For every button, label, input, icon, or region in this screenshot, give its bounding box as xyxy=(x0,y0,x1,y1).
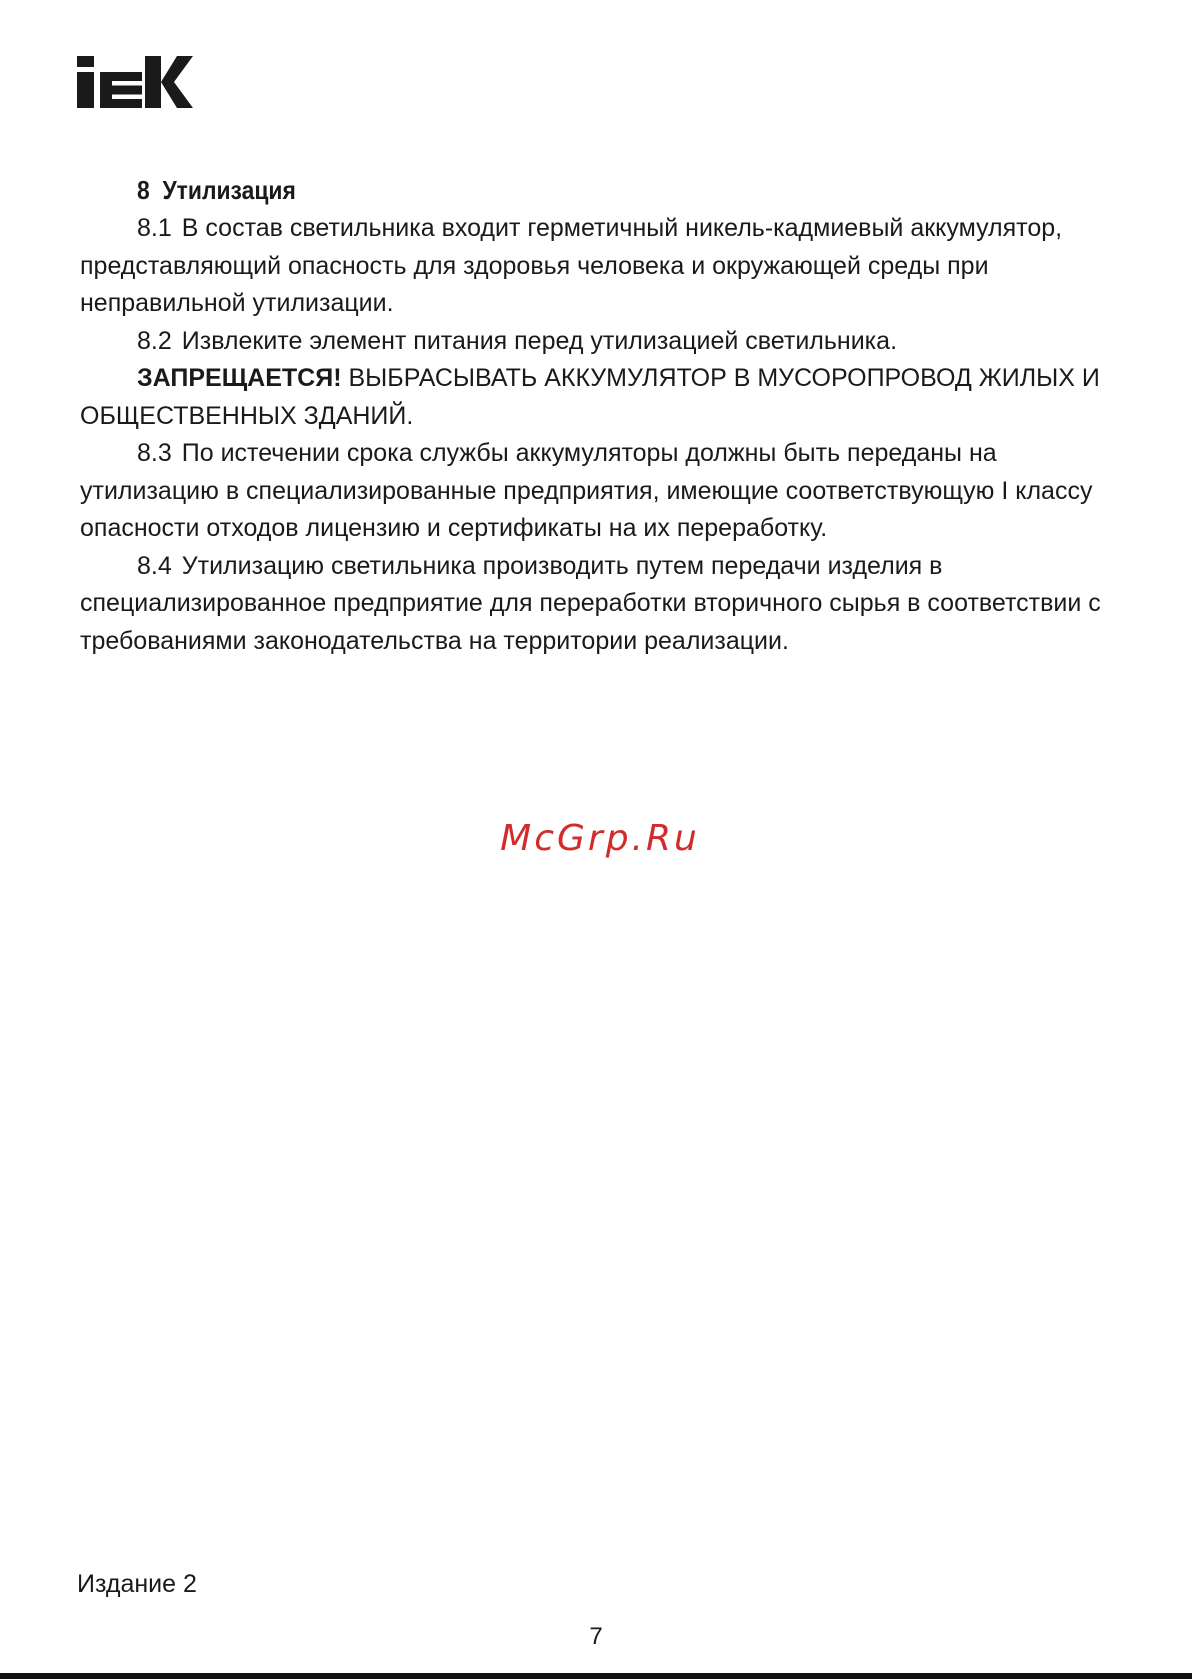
paragraph-number: 8.2 xyxy=(137,326,172,355)
page-number: 7 xyxy=(589,1623,603,1650)
section-title: Утилизация xyxy=(162,175,296,205)
edition-label: Издание 2 xyxy=(77,1570,197,1598)
paragraph-text: Извлеките элемент питания перед утилизацией светильника. xyxy=(181,326,898,355)
warning-label: ЗАПРЕЩАЕТСЯ! xyxy=(137,364,342,392)
warning-text: ВЫБРАСЫВАТЬ АККУМУЛЯТОР В МУСОРОПРОВОД ЖИЛЫХ И ОБЩЕСТВЕННЫХ ЗДАНИЙ. xyxy=(80,364,1100,430)
paragraph-text: Утилизацию светильника производить путем передачи изделия в специализированное предприятие для переработки вторичного сырья в соответствии с требованиями законодательства на территории реализации. xyxy=(80,551,1101,655)
watermark: McGrp.Ru xyxy=(500,818,700,859)
iek-logo xyxy=(77,56,193,108)
paragraph-8-2 xyxy=(80,323,1120,361)
disposal-section xyxy=(80,172,1120,660)
section-number: 8 xyxy=(137,175,150,205)
paragraph-number: 8.1 xyxy=(137,214,172,242)
paragraph-text: В состав светильника входит герметичный никель-кадмиевый аккумулятор, представляющий опасность для здоровья человека и окружающей среды при неправильной утилизации. xyxy=(80,214,1063,317)
section-heading xyxy=(80,172,1120,210)
paragraph-number: 8.4 xyxy=(137,551,172,580)
paragraph-number: 8.3 xyxy=(137,439,172,467)
paragraph-8-3 xyxy=(80,435,1120,548)
bottom-rule xyxy=(0,1673,1192,1679)
paragraph-8-1 xyxy=(80,210,1120,323)
warning-paragraph xyxy=(80,360,1120,435)
paragraph-8-4 xyxy=(80,548,1120,661)
paragraph-text: По истечении срока службы аккумуляторы должны быть переданы на утилизацию в специализированные предприятия, имеющие соответствующую I классу опасности отходов лицензию и сертификаты на их переработку. xyxy=(80,439,1093,542)
